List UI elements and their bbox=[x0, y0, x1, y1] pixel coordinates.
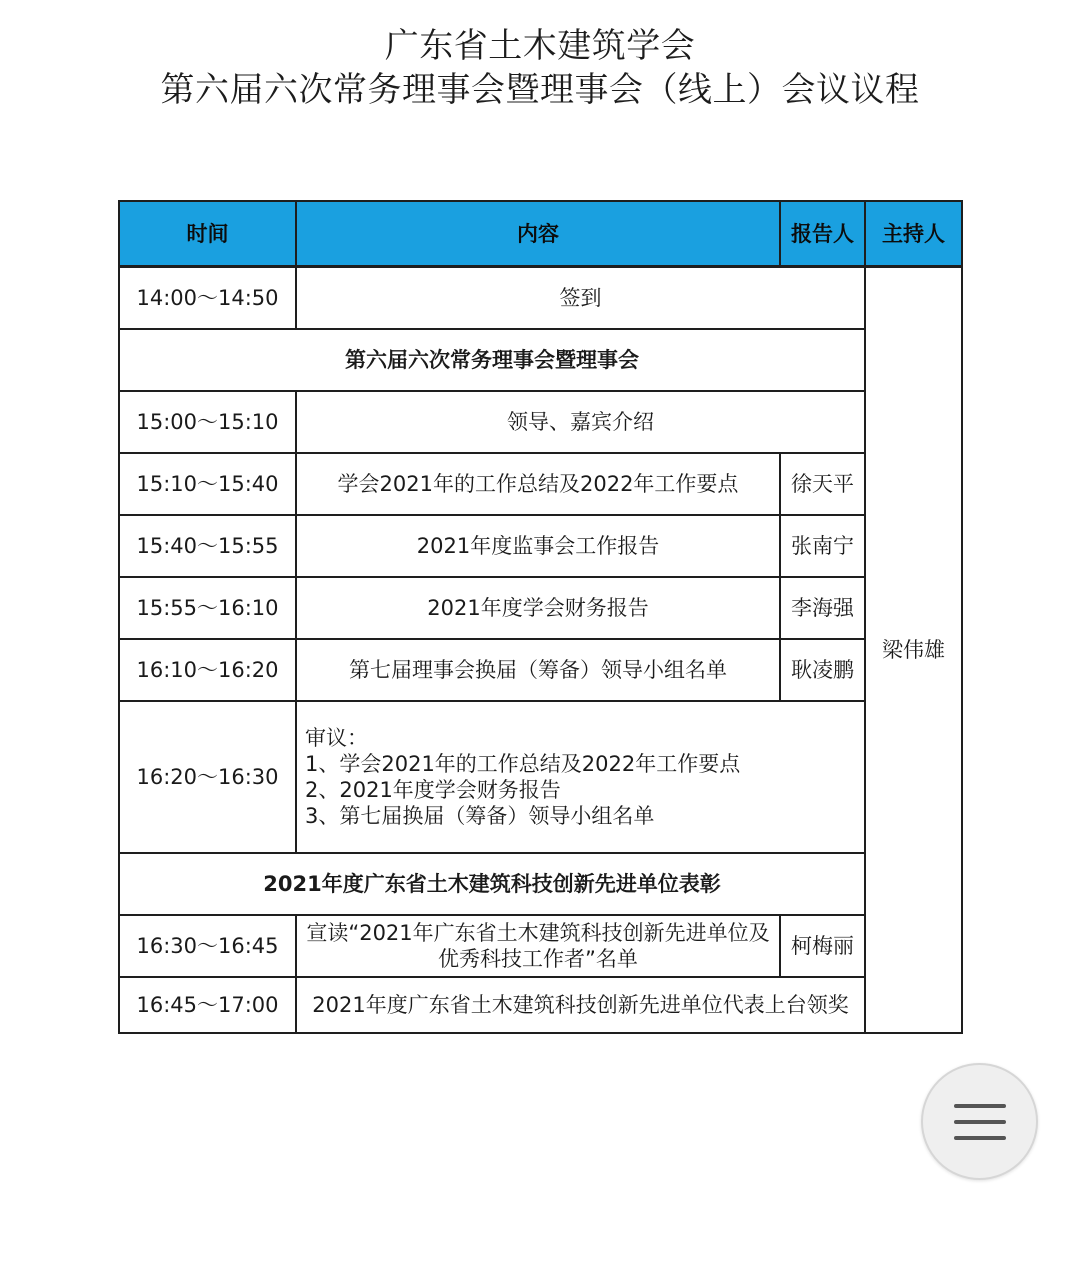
agenda-table bbox=[118, 200, 963, 1034]
row-time: 16:20～16:30 bbox=[120, 702, 297, 854]
row-time: 16:45～17:00 bbox=[120, 978, 297, 1032]
review-heading: 审议： bbox=[305, 726, 368, 750]
review-item: 3、第七届换届（筹备）领导小组名单 bbox=[305, 804, 655, 828]
section-heading-award: 2021年度广东省土木建筑科技创新先进单位表彰 bbox=[120, 854, 866, 916]
row-content: 宣读“2021年广东省土木建筑科技创新先进单位及优秀科技工作者”名单 bbox=[297, 916, 781, 978]
review-item: 2、2021年度学会财务报告 bbox=[305, 778, 561, 802]
page-title-line-2: 第六届六次常务理事会暨理事会（线上）会议议程 bbox=[160, 70, 920, 110]
row-reporter: 张南宁 bbox=[781, 516, 866, 578]
section-heading-council: 第六届六次常务理事会暨理事会 bbox=[120, 330, 866, 392]
row-content: 学会2021年的工作总结及2022年工作要点 bbox=[297, 454, 781, 516]
host-name: 梁伟雄 bbox=[882, 638, 945, 662]
row-content: 2021年度监事会工作报告 bbox=[297, 516, 781, 578]
row-time: 15:55～16:10 bbox=[120, 578, 297, 640]
header-reporter: 报告人 bbox=[781, 202, 866, 268]
row-time: 15:10～15:40 bbox=[120, 454, 297, 516]
row-content: 第七届理事会换届（筹备）领导小组名单 bbox=[297, 640, 781, 702]
header-time: 时间 bbox=[120, 202, 297, 268]
row-time: 16:30～16:45 bbox=[120, 916, 297, 978]
row-content: 2021年度学会财务报告 bbox=[297, 578, 781, 640]
header-host: 主持人 bbox=[866, 202, 961, 268]
review-item: 1、学会2021年的工作总结及2022年工作要点 bbox=[305, 752, 741, 776]
menu-button[interactable] bbox=[921, 1063, 1038, 1180]
row-content: 签到 bbox=[297, 268, 866, 330]
row-content: 2021年度广东省土木建筑科技创新先进单位代表上台领奖 bbox=[297, 978, 866, 1032]
row-reporter: 徐天平 bbox=[781, 454, 866, 516]
row-time: 15:00～15:10 bbox=[120, 392, 297, 454]
hamburger-menu-icon bbox=[954, 1102, 1006, 1142]
page-title-line-1: 广东省土木建筑学会 bbox=[384, 26, 696, 66]
row-reporter: 李海强 bbox=[781, 578, 866, 640]
row-time: 16:10～16:20 bbox=[120, 640, 297, 702]
row-time: 14:00～14:50 bbox=[120, 268, 297, 330]
row-time: 15:40～15:55 bbox=[120, 516, 297, 578]
review-content bbox=[297, 702, 866, 854]
row-reporter: 耿凌鹏 bbox=[781, 640, 866, 702]
header-content: 内容 bbox=[297, 202, 781, 268]
row-reporter: 柯梅丽 bbox=[781, 916, 866, 978]
row-content: 领导、嘉宾介绍 bbox=[297, 392, 866, 454]
